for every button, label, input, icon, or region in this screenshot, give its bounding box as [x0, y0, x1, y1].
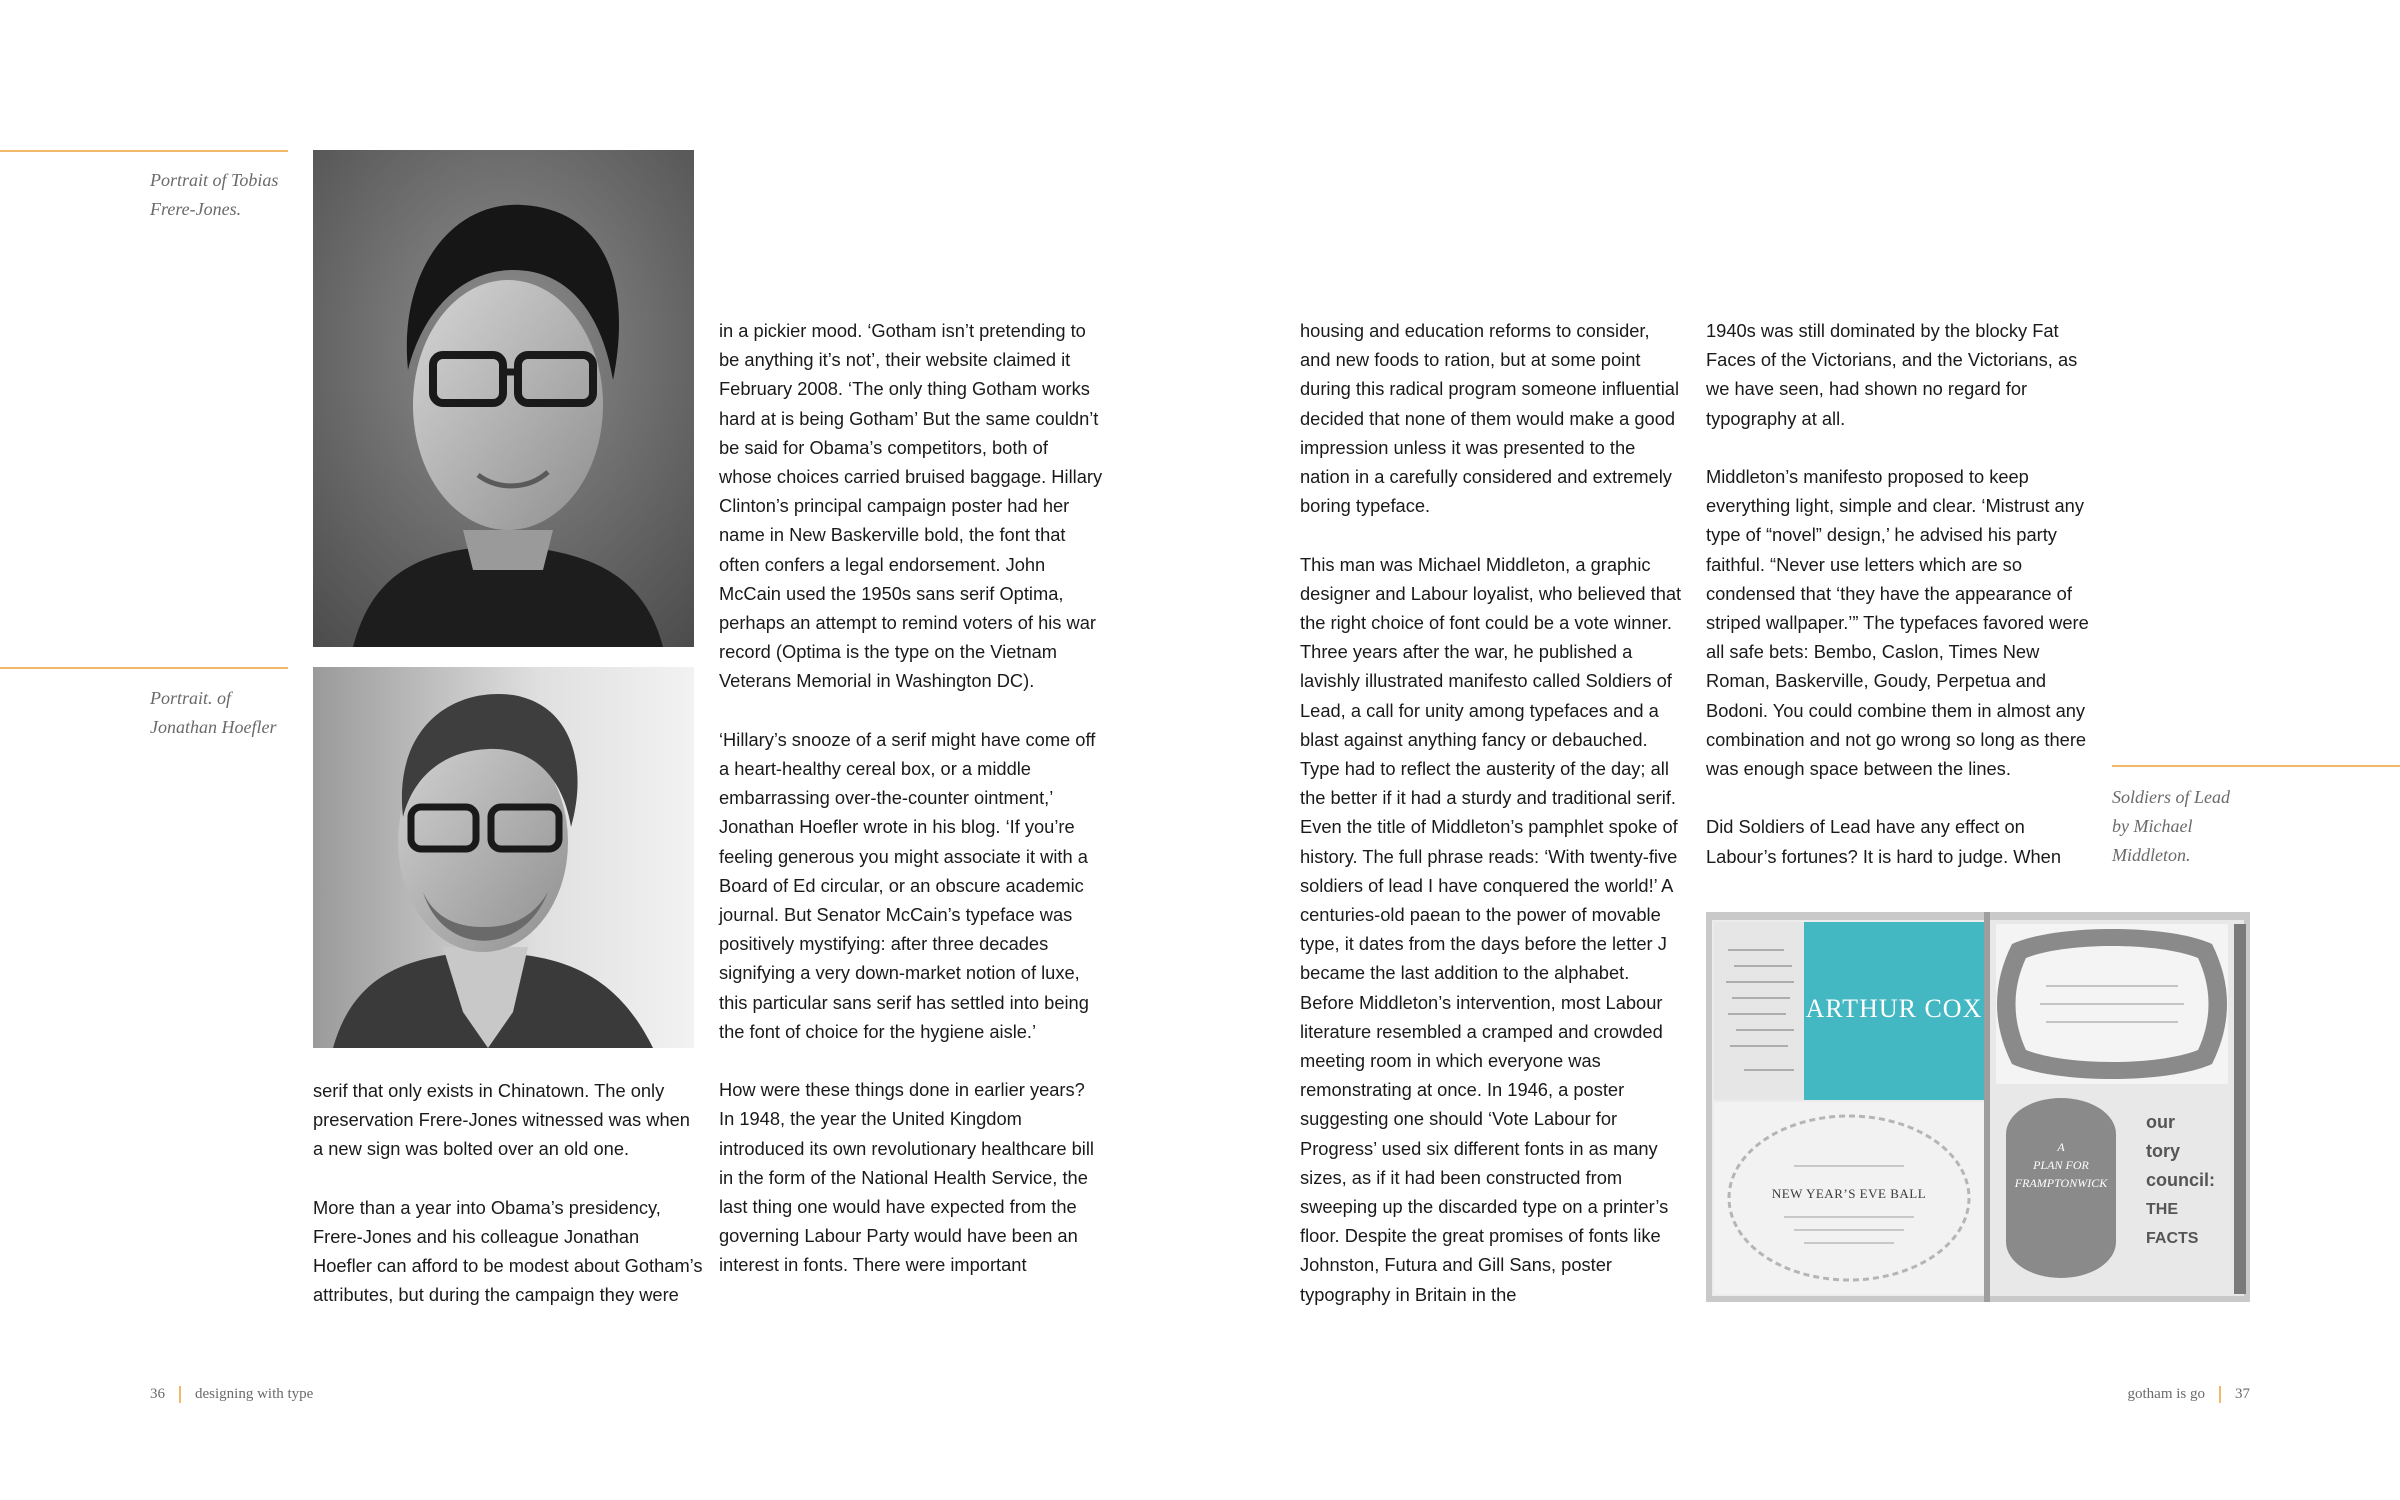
body-column-4 — [1706, 316, 2091, 900]
page-number-left: 36 — [150, 1386, 165, 1402]
paragraph: housing and education reforms to consider, and new foods to ration, but at some point during this radical program someone influential decided that none of them would make a good impression unless it was presented to the nation in a carefully considered and extremely boring typeface. — [1300, 320, 1680, 517]
body-column-1 — [313, 1076, 703, 1339]
running-head-right: gotham is go — [2127, 1386, 2205, 1402]
caption-tobias: Portrait of Tobias Frere-Jones. — [150, 170, 279, 219]
paragraph: ‘Hillary’s snooze of a serif might have come off a heart-healthy cereal box, or a middle embarrassing over-the-counter ointment,’ Jonathan Hoefler wrote in his blog. ‘If you’re feeling generous you might associate it with a Board of Ed circular, or an obscure academic journal. But Senator McCain’s typeface was positively mystifying: after three decades signifying a very down-market notion of luxe, this particular sans serif has settled into being the font of choice for the hygiene aisle.’ — [719, 728, 1096, 1042]
caption-rule-1 — [0, 150, 288, 152]
plan-for-frampton: A PLAN FOR FRAMPTONWICK — [2014, 1140, 2108, 1190]
spread-small-text — [1714, 922, 1804, 1100]
body-column-3 — [1300, 316, 1685, 1338]
spread-teal-panel — [1804, 922, 1984, 1100]
folio-right — [2128, 1382, 2251, 1406]
page-number-right: 37 — [2235, 1386, 2250, 1402]
paragraph: in a pickier mood. ‘Gotham isn’t pretending to be anything it’s not’, their website claimed it February 2008. ‘The only thing Gotham works hard at is being Gotham’ But the same couldn’t be said for Obama’s competitors, both of whose choices carried bruised baggage. Hillary Clinton’s principal campaign poster had her name in New Baskerville bold, the font that often confers a legal endorsement. John McCain used the 1950s sans serif Optima, perhaps an attempt to remind voters of his war record (Optima is the type on the Vietnam Veterans Memorial in Washington DC). — [719, 320, 1103, 692]
paragraph: How were these things done in earlier years? In 1948, the year the United Kingdom introduced its own revolutionary healthcare bill in the form of the National Health Service, the last thing one would have expected from the governing Labour Party would have been an interest in fonts. There were important — [719, 1079, 1094, 1276]
spread-tory-panel — [2146, 1108, 2242, 1268]
spread-edge-strip — [2234, 924, 2246, 1294]
soldiers-of-lead-spread-image — [1706, 912, 2250, 1302]
portrait-tobias-image — [313, 150, 694, 647]
body-column-2 — [719, 316, 1104, 1309]
arthur-cox-title: ARTHUR COX — [1805, 994, 1983, 1023]
portrait-jonathan-hoefler — [313, 667, 694, 1048]
folio-separator — [2219, 1386, 2221, 1403]
paragraph: More than a year into Obama’s presidency, Frere-Jones and his colleague Jonathan Hoefler can afford to be modest about Gotham’s attributes, but during the campaign they were — [313, 1196, 703, 1306]
new-years-eve-ball: NEW YEAR’S EVE BALL — [1771, 1186, 1927, 1201]
spread-plan-panel — [2006, 1098, 2116, 1278]
caption-rule-2 — [0, 667, 288, 669]
caption-rule-3 — [2112, 765, 2400, 767]
paragraph: Middleton’s manifesto proposed to keep everything light, simple and clear. ‘Mistrust any type of “novel” design,’ he advised his party faithful. “Never use letters which are so condensed that ‘they have the appearance of striped wallpaper.’” The typefaces favored were all safe bets: Bembo, Caslon, Times New Roman, Baskerville, Goudy, Perpetua and Bodoni. You could combine them in almost any combination and not go wrong so long as there was enough space between the lines. — [1706, 466, 2089, 780]
paragraph: 1940s was still dominated by the blocky Fat Faces of the Victorians, and the Victorians, as we have seen, had shown no regard for typography at all. — [1706, 320, 2078, 429]
spread-ornament-frame — [1996, 924, 2228, 1084]
running-head-left: designing with type — [195, 1386, 314, 1402]
spread-ornament-panel — [1996, 924, 2228, 1084]
caption-soldiers: Soldiers of Lead by Michael Middleton. — [2112, 787, 2231, 865]
paragraph: This man was Michael Middleton, a graphic designer and Labour loyalist, who believed that the right choice of font could be a vote winner. Three years after the war, he published a lavishly illustrated manifesto called Soldiers of Lead, a call for unity among typefaces and a blast against anything fancy or debauched. Type had to reflect the austerity of the day; all the better if it had a sturdy and traditional serif. Even the title of Middleton’s pamphlet spoke of history. The full phrase reads: ‘With twenty-five soldiers of lead I have conquered the world!’ A centuries-old paean to the power of movable type, it dates from the days before the letter J became the last addition to the alphabet. Before Middleton’s intervention, most Labour literature resembled a cramped and crowded meeting room in which everyone was remonstrating at once. In 1946, a poster suggesting one should ‘Vote Labour for Progress’ used six different fonts in as many sizes, as if it had been constructed from sweeping up the discarded type on a printer’s floor. Despite the great promises of fonts like Johnston, Futura and Gill Sans, poster typography in Britain in the — [1300, 553, 1682, 1305]
folio-separator — [179, 1386, 181, 1403]
paragraph: Did Soldiers of Lead have any effect on Labour’s fortunes? It is hard to judge. When — [1706, 816, 2062, 867]
portrait-jonathan-image — [313, 667, 694, 1048]
tory-council-facts: our tory council: THE FACTS — [2146, 1112, 2216, 1247]
folio-left — [150, 1382, 313, 1406]
spread-new-years-panel — [1714, 1102, 1984, 1294]
paragraph: serif that only exists in Chinatown. The only preservation Frere-Jones witnessed was when a new sign was bolted over an old one. — [313, 1080, 690, 1160]
spread-left-panel — [1714, 922, 1804, 1100]
portrait-tobias-frere-jones — [313, 150, 694, 647]
caption-jonathan: Portrait. of Jonathan Hoefler — [150, 688, 277, 737]
